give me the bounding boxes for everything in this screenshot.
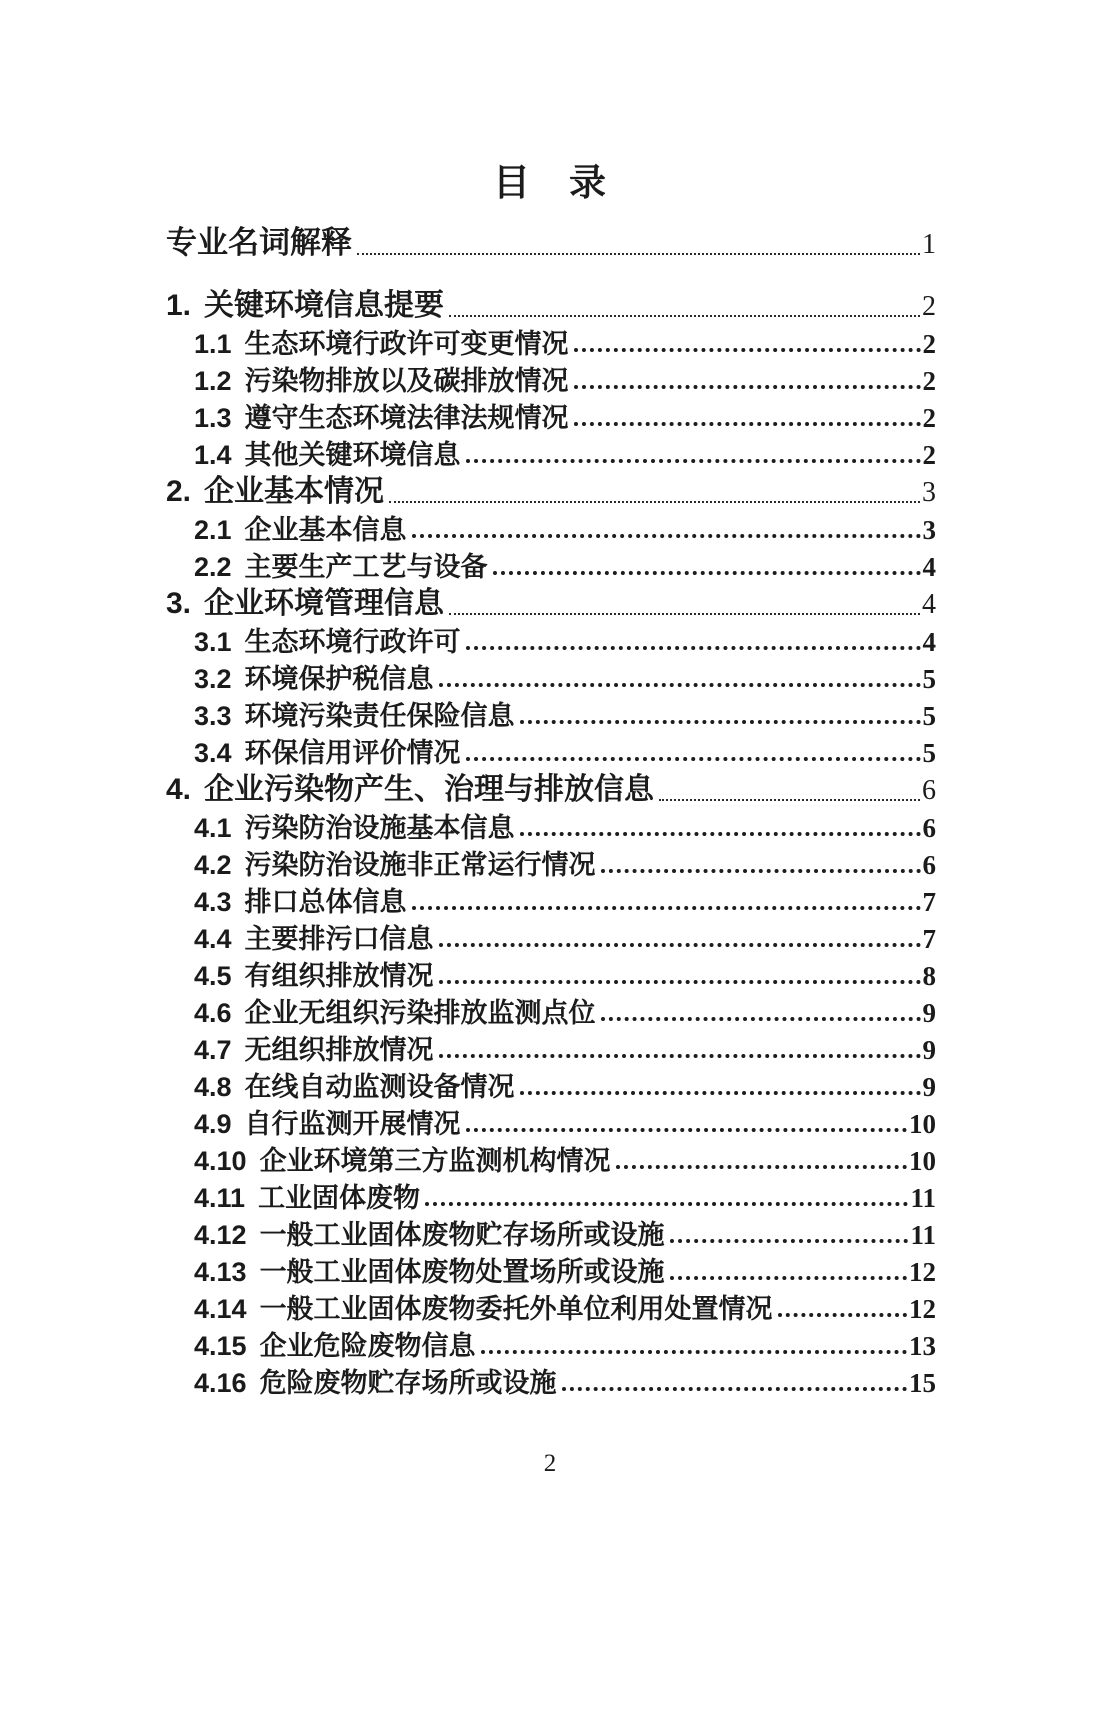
toc-entry-page: 4 [922, 589, 936, 620]
toc-entry-label: 关键环境信息提要 [204, 289, 445, 322]
dot-leader [493, 571, 921, 575]
toc-entry-number: 4.16 [194, 1368, 247, 1398]
toc-entry[interactable] [166, 961, 936, 991]
dot-leader [466, 757, 921, 761]
toc-entry[interactable] [166, 291, 936, 322]
toc-entry-page: 2 [922, 291, 936, 322]
toc-entry[interactable] [166, 998, 936, 1028]
toc-entry[interactable] [166, 664, 936, 694]
toc-entry-label: 企业污染物产生、治理与排放信息 [204, 773, 655, 806]
toc-entry[interactable] [166, 1220, 936, 1250]
toc-entry-label: 生态环境行政许可变更情况 [244, 329, 569, 359]
dot-leader [670, 1276, 907, 1280]
dot-leader [520, 832, 921, 836]
toc-entry-number: 4.5 [194, 961, 232, 991]
toc-entry-page: 9 [922, 1035, 936, 1065]
dot-leader [439, 1054, 921, 1058]
toc-entry-page: 3 [922, 477, 936, 508]
toc-entry-label: 生态环境行政许可 [244, 627, 461, 657]
toc-entry[interactable] [166, 627, 936, 657]
toc-entry-page: 13 [909, 1331, 936, 1361]
toc-entry-label: 企业基本情况 [204, 475, 385, 508]
dot-leader [601, 869, 921, 873]
toc-entry[interactable] [166, 887, 936, 917]
toc-entry[interactable] [166, 225, 936, 260]
toc-entry-label: 企业危险废物信息 [259, 1331, 476, 1361]
dot-leader [439, 943, 921, 947]
toc-entry-page: 9 [922, 998, 936, 1028]
dot-leader [520, 720, 921, 724]
toc-entry-page: 10 [909, 1146, 936, 1176]
toc-entry-page: 12 [909, 1257, 936, 1287]
toc-entry-number: 4.11 [194, 1183, 246, 1213]
page-title: 目 录 [493, 163, 607, 204]
toc-entry[interactable] [166, 589, 936, 620]
dot-leader [659, 799, 920, 801]
toc-entry[interactable] [166, 477, 936, 508]
toc-entry[interactable] [166, 1368, 936, 1398]
dot-leader [449, 613, 920, 615]
toc-entry-label: 有组织排放情况 [244, 961, 434, 991]
toc-entry[interactable] [166, 440, 936, 470]
toc-entry-number: 1.2 [194, 366, 232, 396]
footer-page-number: 2 [543, 1450, 557, 1477]
dot-leader [466, 459, 921, 463]
dot-leader [520, 1091, 921, 1095]
toc-entry[interactable] [166, 1257, 936, 1287]
dot-leader [466, 646, 921, 650]
dot-leader [357, 253, 920, 255]
toc-entry-label: 企业无组织污染排放监测点位 [244, 998, 596, 1028]
toc-entry-label: 自行监测开展情况 [244, 1109, 461, 1139]
toc-entry[interactable] [166, 515, 936, 545]
toc-entry-label: 专业名词解释 [166, 225, 352, 260]
dot-leader [439, 683, 921, 687]
toc-entry-page: 12 [909, 1294, 936, 1324]
toc-entry-number: 4.9 [194, 1109, 232, 1139]
toc-entry-page: 8 [922, 961, 936, 991]
toc-entry[interactable] [166, 1294, 936, 1324]
toc-entry-label: 遵守生态环境法律法规情况 [244, 403, 569, 433]
toc-entry-label: 环境保护税信息 [244, 664, 434, 694]
toc-entry-number: 4.2 [194, 850, 232, 880]
toc-entry-number: 4.8 [194, 1072, 232, 1102]
toc-entry-page: 11 [910, 1183, 936, 1213]
toc-entry-number: 4.12 [194, 1220, 247, 1250]
dot-leader [562, 1387, 907, 1391]
toc-entry-number: 1.1 [194, 329, 232, 359]
toc-entry-label: 污染防治设施基本信息 [244, 813, 515, 843]
toc-entry-page: 10 [909, 1109, 936, 1139]
toc-entry-label: 主要排污口信息 [244, 924, 434, 954]
toc-entry[interactable] [166, 1035, 936, 1065]
toc-entry-number: 4.13 [194, 1257, 247, 1287]
toc-entry-page: 4 [922, 552, 936, 582]
toc-entry-number: 3.3 [194, 701, 232, 731]
toc-entry-number: 2.2 [194, 552, 232, 582]
toc-entry-number: 4.1 [194, 813, 232, 843]
toc-entry-number: 3.1 [194, 627, 232, 657]
dot-leader [481, 1350, 907, 1354]
toc-entry-number: 3. [166, 587, 192, 620]
toc-list [0, 225, 1100, 1398]
toc-entry-number: 4.3 [194, 887, 232, 917]
toc-entry-number: 4.14 [194, 1294, 247, 1324]
toc-entry-page: 4 [922, 627, 936, 657]
toc-entry[interactable] [166, 366, 936, 396]
toc-entry-number: 4.6 [194, 998, 232, 1028]
dot-leader [425, 1202, 908, 1206]
toc-entry-label: 排口总体信息 [244, 887, 407, 917]
toc-entry-label: 污染物排放以及碳排放情况 [244, 366, 569, 396]
toc-entry[interactable] [166, 552, 936, 582]
toc-entry-label: 企业环境第三方监测机构情况 [259, 1146, 611, 1176]
toc-entry-number: 1.3 [194, 403, 232, 433]
toc-entry[interactable] [166, 775, 936, 806]
toc-entry-page: 7 [922, 924, 936, 954]
toc-entry-label: 环境污染责任保险信息 [244, 701, 515, 731]
toc-entry-page: 5 [922, 664, 936, 694]
toc-entry-label: 企业环境管理信息 [204, 587, 445, 620]
toc-entry-label: 工业固体废物 [258, 1183, 421, 1213]
dot-leader [670, 1239, 909, 1243]
toc-entry-number: 4.10 [194, 1146, 247, 1176]
toc-entry-page: 2 [922, 403, 936, 433]
toc-entry-page: 6 [922, 775, 936, 806]
toc-entry[interactable] [166, 1072, 936, 1102]
toc-entry[interactable] [166, 329, 936, 359]
toc-entry-label: 在线自动监测设备情况 [244, 1072, 515, 1102]
toc-entry[interactable] [166, 403, 936, 433]
toc-entry-page: 6 [922, 813, 936, 843]
dot-leader [389, 501, 920, 503]
toc-entry[interactable] [166, 813, 936, 843]
toc-entry-number: 4. [166, 773, 192, 806]
toc-entry-page: 6 [922, 850, 936, 880]
toc-entry-page: 11 [910, 1220, 936, 1250]
toc-entry-label: 一般工业固体废物处置场所或设施 [259, 1257, 665, 1287]
toc-entry-page: 3 [922, 515, 936, 545]
toc-entry-label: 其他关键环境信息 [244, 440, 461, 470]
document-page [0, 165, 1100, 1478]
toc-entry-label: 一般工业固体废物委托外单位利用处置情况 [259, 1294, 773, 1324]
toc-entry[interactable] [166, 1109, 936, 1139]
toc-entry-number: 2. [166, 475, 192, 508]
toc-entry[interactable] [166, 1331, 936, 1361]
toc-entry-page: 9 [922, 1072, 936, 1102]
toc-entry-label: 无组织排放情况 [244, 1035, 434, 1065]
dot-leader [778, 1313, 907, 1317]
toc-entry-page: 15 [909, 1368, 936, 1398]
toc-entry-page: 2 [922, 329, 936, 359]
dot-leader [439, 980, 921, 984]
dot-leader [449, 315, 920, 317]
toc-entry-label: 主要生产工艺与设备 [244, 552, 488, 582]
dot-leader [616, 1165, 907, 1169]
toc-entry-number: 1.4 [194, 440, 232, 470]
toc-entry-page: 7 [922, 887, 936, 917]
toc-entry-number: 3.4 [194, 738, 232, 768]
dot-leader [574, 385, 921, 389]
toc-entry-label: 企业基本信息 [244, 515, 407, 545]
toc-entry-label: 危险废物贮存场所或设施 [259, 1368, 557, 1398]
toc-entry-number: 4.15 [194, 1331, 247, 1361]
toc-entry[interactable] [166, 924, 936, 954]
toc-entry-page: 2 [922, 366, 936, 396]
toc-entry-page: 2 [922, 440, 936, 470]
dot-leader [574, 348, 921, 352]
toc-entry-label: 环保信用评价情况 [244, 738, 461, 768]
toc-entry-number: 1. [166, 289, 192, 322]
toc-entry[interactable] [166, 701, 936, 731]
dot-leader [466, 1128, 907, 1132]
toc-entry-label: 污染防治设施非正常运行情况 [244, 850, 596, 880]
toc-entry-number: 2.1 [194, 515, 232, 545]
toc-entry[interactable] [166, 1183, 936, 1213]
toc-entry-number: 4.7 [194, 1035, 232, 1065]
toc-entry-page: 5 [922, 738, 936, 768]
dot-leader [601, 1017, 921, 1021]
toc-entry[interactable] [166, 850, 936, 880]
toc-entry-number: 3.2 [194, 664, 232, 694]
toc-entry[interactable] [166, 1146, 936, 1176]
toc-entry-label: 一般工业固体废物贮存场所或设施 [259, 1220, 665, 1250]
toc-entry[interactable] [166, 738, 936, 768]
toc-entry-page: 1 [922, 229, 936, 260]
toc-entry-page: 5 [922, 701, 936, 731]
dot-leader [574, 422, 921, 426]
dot-leader [412, 906, 921, 910]
dot-leader [412, 534, 921, 538]
toc-entry-number: 4.4 [194, 924, 232, 954]
